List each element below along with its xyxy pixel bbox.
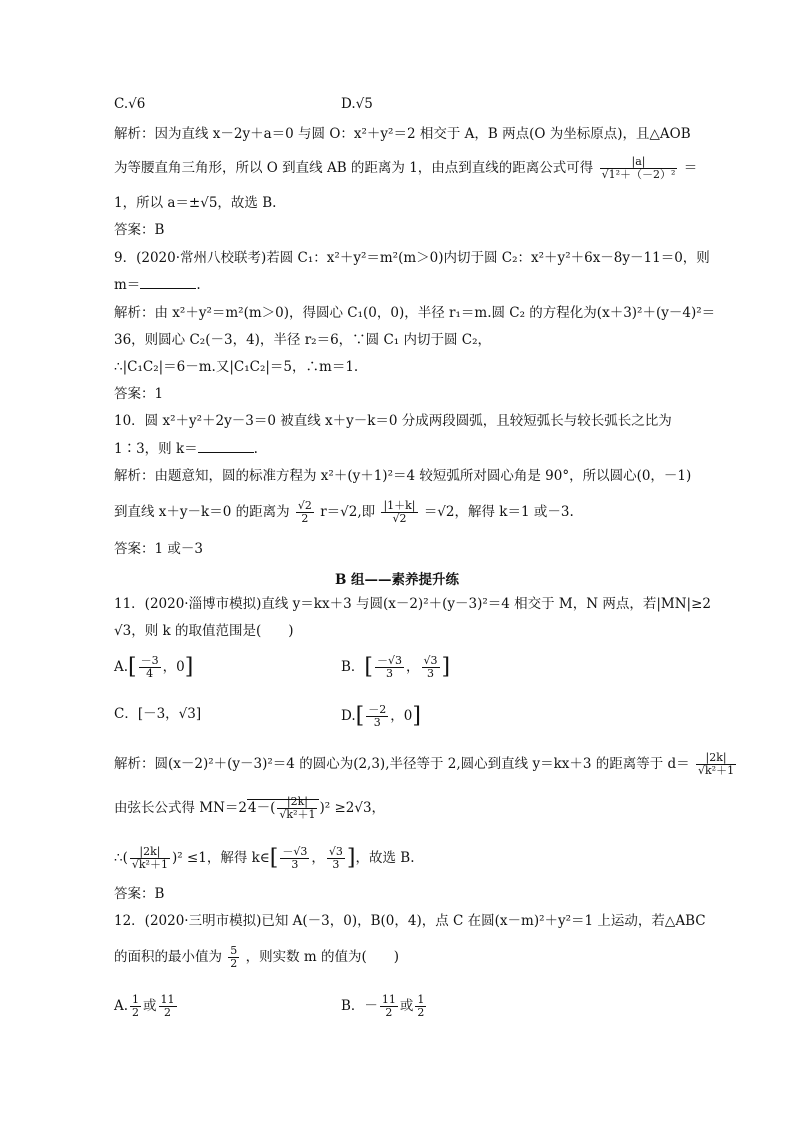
option-b-q11: B．[ $\frac{-√3}{3}$ ， $\frac{√3}{3}$ ] xyxy=(341,654,451,680)
option-c-q11: C．[－3，√3] xyxy=(114,706,202,722)
answer-line: 答案：B xyxy=(114,222,165,238)
solution-line: 36，则圆心 C₂(－3，4)，半径 r₂＝6，∵圆 C₁ 内切于圆 C₂， xyxy=(114,332,492,348)
solution-line: 由弦长公式得 MN＝24－( $\frac{|2k|}{\text{√k²＋1}}$ )² ≥2√3， xyxy=(114,795,386,821)
question-9: 9．(2020·常州八校联考)若圆 C₁：x²＋y²＝m²(m＞0)内切于圆 C₂：x²＋y²＋6x－8y－11＝0，则 xyxy=(114,250,710,266)
option-a-q11: A.[ $\frac{-3}{4}$ ，0] xyxy=(114,654,194,680)
option-d-q8: D.√5 xyxy=(341,96,373,112)
fraction: $\frac{11}{2}$ xyxy=(381,993,396,1019)
question-12-cont: 的面积的最小值为 $\frac{5}{2}$ ，则实数 m 的值为( ) xyxy=(114,944,400,970)
option-d-q11: D.[ $\frac{-2}{3}$ ，0] xyxy=(341,703,421,729)
solution-line: 解析：因为直线 x－2y＋a＝0 与圆 O：x²＋y²＝2 相交于 A，B 两点(O 为坐标原点)，且△AOB xyxy=(114,126,691,142)
answer-blank xyxy=(140,288,196,289)
option-c-q8: C.√6 xyxy=(114,96,146,112)
fraction: $\frac{-√3}{3}$ xyxy=(377,654,403,680)
answer-line: 答案：1 xyxy=(114,386,164,402)
fraction: $\frac{-2}{3}$ xyxy=(368,703,387,729)
question-12: 12．(2020·三明市模拟)已知 A(－3，0)，B(0，4)，点 C 在圆(x－m)²＋y²＝1 上运动，若△ABC xyxy=(114,913,706,929)
solution-line: 解析：圆(x－2)²＋(y－3)²＝4 的圆心为(2,3),半径等于 2,圆心到直线 y＝kx＋3 的距离等于 d＝ $\frac{|2k|}{\text{√k²＋1}}$ xyxy=(114,751,735,777)
fraction: $\frac{|a|}{\text{√1²＋（－2）²}}$ xyxy=(601,155,676,181)
solution-line: ∴( $\frac{|2k|}{\text{√k²＋1}}$ )² ≤1，解得 k∈[ $\frac{-√3}{3}$ ， $\frac{√3}{3}$ ]，故选 B. xyxy=(114,845,415,871)
solution-line: 1，所以 a＝±√5，故选 B. xyxy=(114,195,277,211)
solution-line: 到直线 x＋y－k＝0 的距离为 $\frac{√2}{2}$ r＝√2,即 $\frac{|1+k|}{√2}$ ＝√2，解得 k＝1 或－3. xyxy=(114,499,574,525)
answer-line: 答案：B xyxy=(114,886,165,902)
fraction: $\frac{√2}{2}$ xyxy=(297,499,312,525)
fraction: $\frac{|1+k|}{√2}$ xyxy=(383,499,416,525)
fraction: $\frac{5}{2}$ xyxy=(230,944,238,970)
question-10: 10．圆 x²＋y²＋2y－3＝0 被直线 x＋y－k＝0 分成两段圆弧，且较短弧长与较长弧长之比为 xyxy=(114,413,672,429)
solution-line: ∴|C₁C₂|＝6－m.又|C₁C₂|＝5，∴m＝1. xyxy=(114,359,359,375)
fraction: $\frac{√3}{3}$ xyxy=(423,654,438,680)
answer-blank xyxy=(198,452,254,453)
fraction: $\frac{|2k|}{\text{√k²＋1}}$ xyxy=(279,795,316,821)
solution-line: 解析：由 x²＋y²＝m²(m＞0)，得圆心 C₁(0，0)，半径 r₁＝m.圆 C₂ 的方程化为(x＋3)²＋(y－4)²＝ xyxy=(114,305,716,321)
answer-line: 答案：1 或－3 xyxy=(114,541,203,557)
fraction: $\frac{|2k|}{\text{√k²＋1}}$ xyxy=(131,845,168,871)
fraction: $\frac{-√3}{3}$ xyxy=(282,845,308,871)
fraction: $\frac{1}{2}$ xyxy=(132,993,140,1019)
option-a-q12: A. $\frac{1}{2}$ 或 $\frac{11}{2}$ xyxy=(114,993,175,1019)
solution-line: 解析：由题意知，圆的标准方程为 x²＋(y＋1)²＝4 较短弧所对圆心角是 90°，所以圆心(0，－1) xyxy=(114,468,692,484)
option-b-q12: B．－ $\frac{11}{2}$ 或 $\frac{1}{2}$ xyxy=(341,993,425,1019)
fraction: $\frac{-3}{4}$ xyxy=(140,654,159,680)
question-11: 11．(2020·淄博市模拟)直线 y＝kx＋3 与圆(x－2)²＋(y－3)²＝4 相交于 M，N 两点，若|MN|≥2 xyxy=(114,596,711,612)
fraction: $\frac{√3}{3}$ xyxy=(328,845,343,871)
question-9-blank-line: m＝ . xyxy=(114,277,201,293)
fraction: $\frac{1}{2}$ xyxy=(417,993,425,1019)
section-heading: B 组——素养提升练 xyxy=(334,572,460,588)
question-11-cont: √3，则 k 的取值范围是( ) xyxy=(114,623,294,639)
fraction: $\frac{11}{2}$ xyxy=(160,993,175,1019)
solution-line: 为等腰直角三角形，所以 O 到直线 AB 的距离为 1，由点到直线的距离公式可得 $\frac{|a|}{\text{√1²＋（－2）²}}$ ＝ xyxy=(114,155,698,181)
fraction: $\frac{|2k|}{\text{√k²＋1}}$ xyxy=(697,751,735,777)
question-10-blank-line: 1∶3，则 k＝ . xyxy=(114,441,258,457)
